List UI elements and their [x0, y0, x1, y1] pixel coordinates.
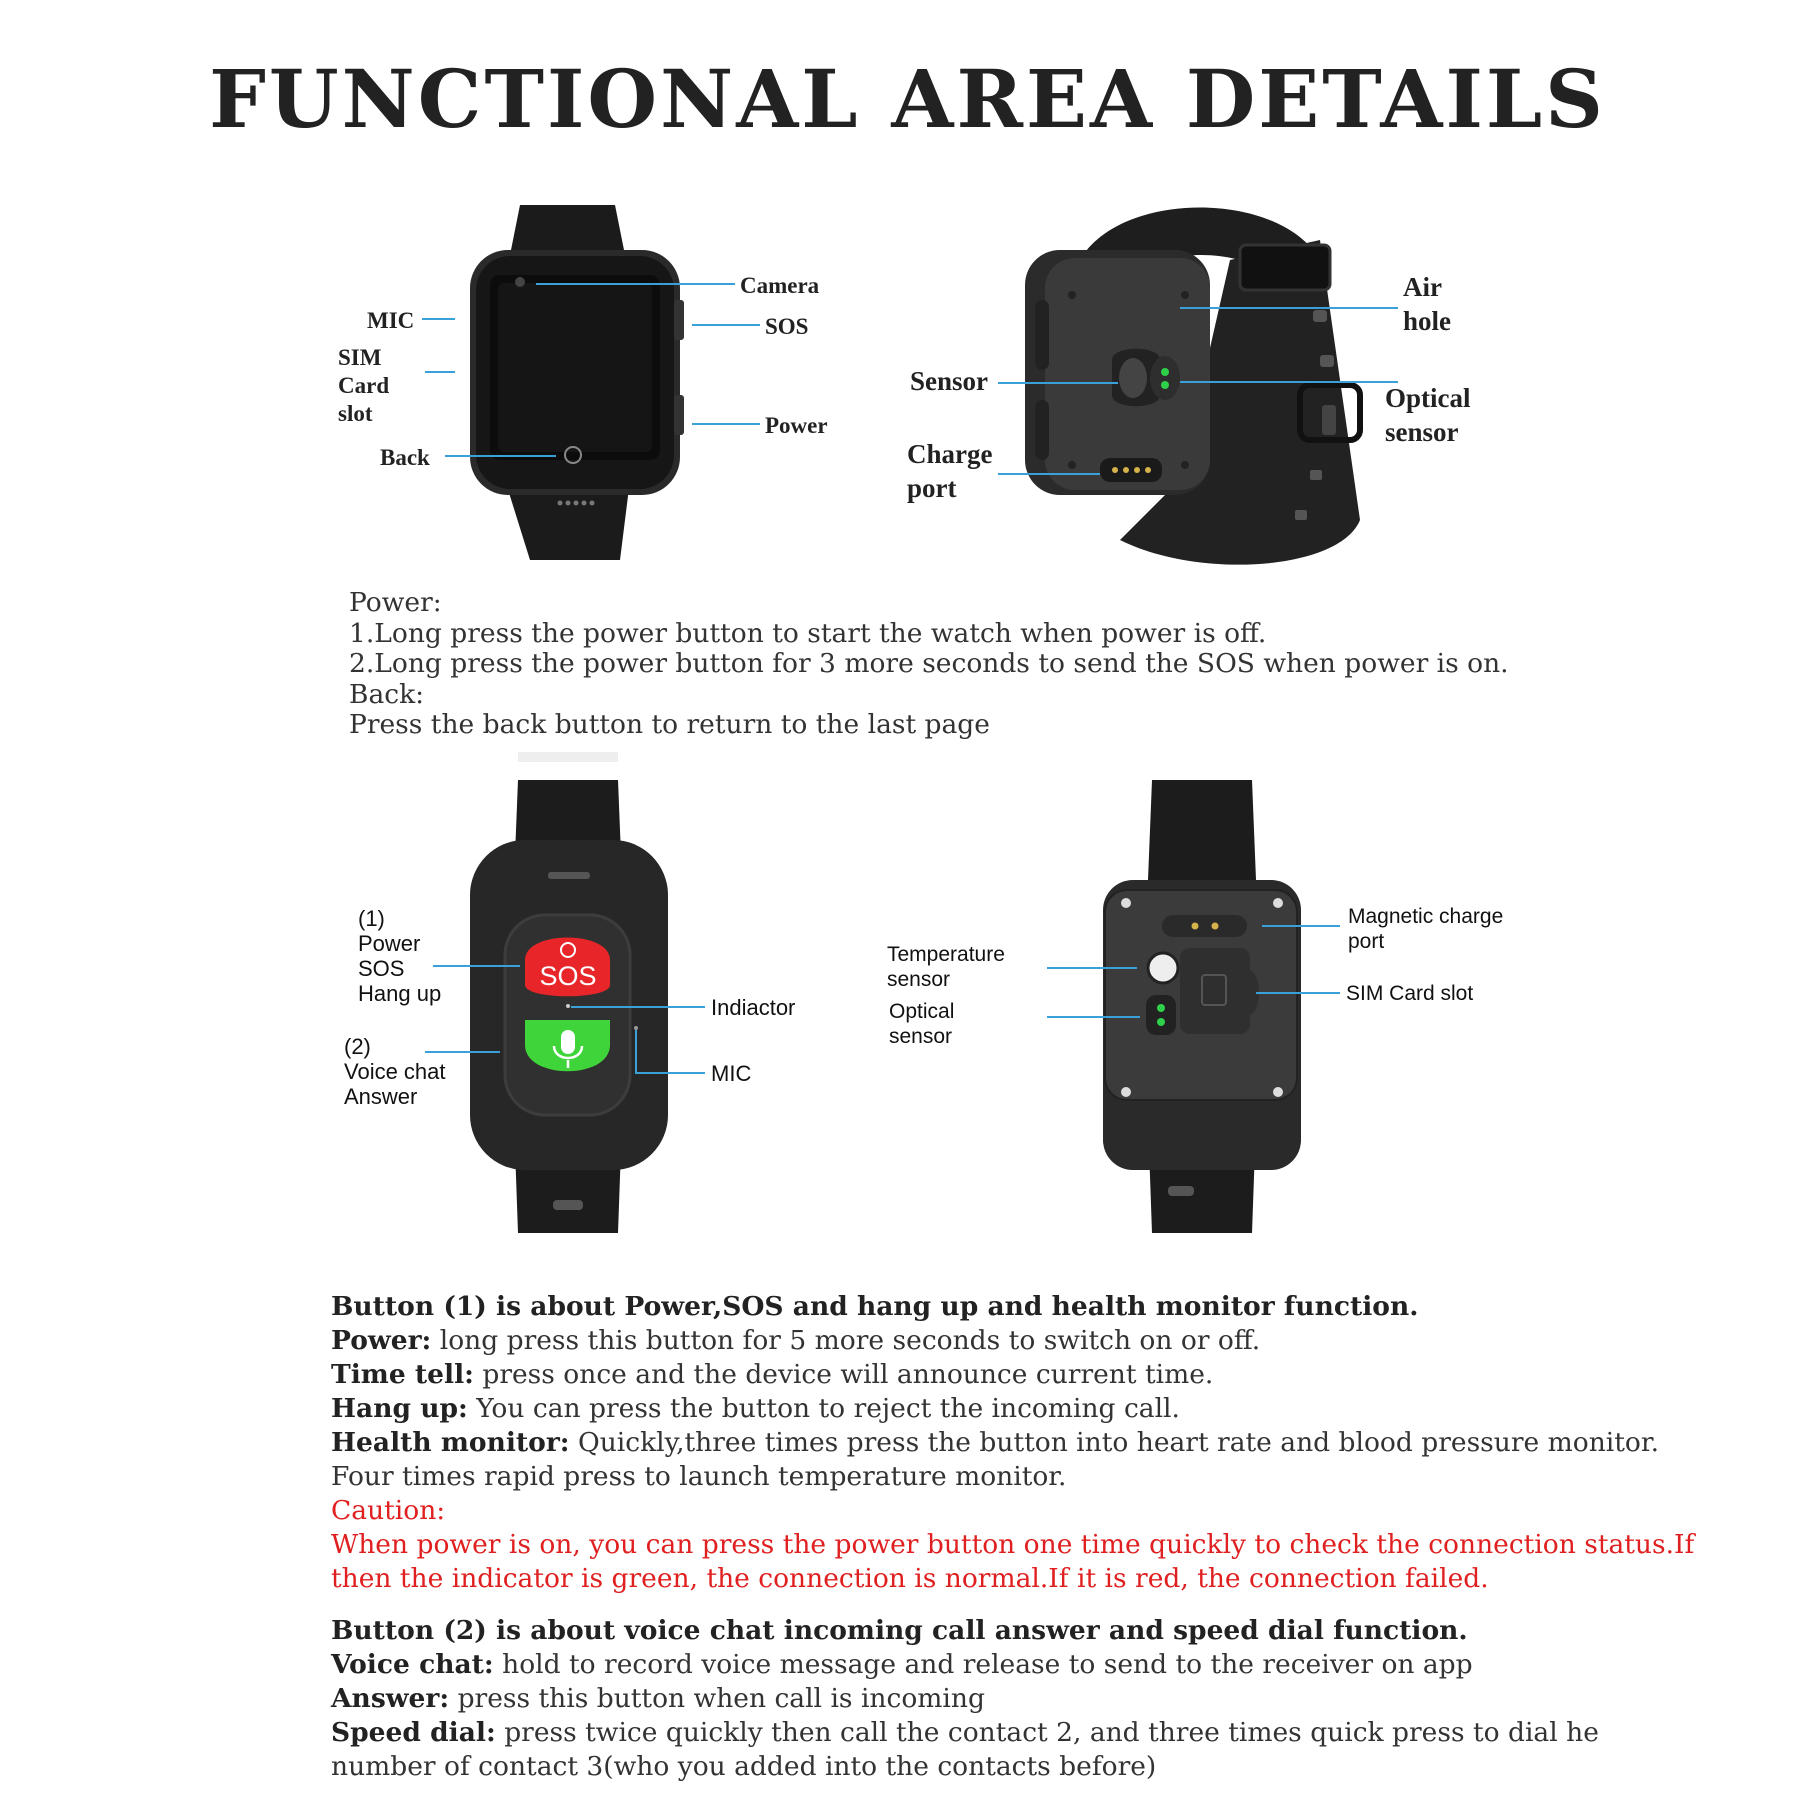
button-instructions: [331, 1290, 1701, 1784]
optical-sensor-label-b2: sensor: [889, 1025, 953, 1048]
time-tell-desc: press once and the device will announce current time.: [473, 1359, 1214, 1390]
button1-number: (1): [358, 906, 385, 931]
watch-back-figure: [907, 208, 1471, 565]
button1-sos: SOS: [358, 956, 405, 981]
optical-sensor: [1146, 995, 1176, 1035]
magnetic-charge-label-1: Magnetic charge: [1348, 905, 1504, 928]
answer-desc: press this button when call is incoming: [449, 1683, 985, 1714]
sim-card-tray: [1180, 948, 1250, 1034]
power-label: Power: [765, 413, 828, 438]
power-desc: long press this button for 5 more seconds to switch on or off.: [431, 1325, 1261, 1356]
sos-label: SOS: [765, 314, 809, 339]
watch-front-figure: [338, 205, 828, 560]
button-watch-figure: [344, 752, 795, 1233]
hang-up-desc: You can press the button to reject the incoming call.: [467, 1393, 1180, 1424]
button1-hang-up: Hang up: [358, 981, 442, 1006]
sim-card-label-2: Card: [338, 373, 390, 398]
page-title: FUNCTIONAL AREA DETAILS: [209, 52, 1606, 146]
magnetic-charge-label-2: port: [1348, 930, 1385, 953]
optical-sensor-label-1: Optical: [1385, 383, 1471, 413]
optical-sensor-label-2: sensor: [1385, 417, 1459, 447]
mic-label: MIC: [367, 308, 415, 333]
caution-text: When power is on, you can press the power button one time quickly to check the connection status.If then the indicator is green, the connection is normal.If it is red, the connection failed.: [331, 1529, 1695, 1594]
sim-card-label-1: SIM: [338, 345, 382, 370]
time-tell-term: Time tell:: [331, 1359, 474, 1390]
power-heading: Power:: [349, 587, 442, 618]
back-heading: Back:: [349, 678, 425, 710]
button2-answer: Answer: [344, 1084, 418, 1109]
back-label: Back: [380, 445, 430, 470]
hang-up-term: Hang up:: [331, 1393, 468, 1424]
mic-icon: [561, 1030, 575, 1054]
air-hole-label-1: Air: [1403, 272, 1442, 302]
power-step-2: 2.Long press the power button for 3 more seconds to send the SOS when power is on.: [349, 648, 1509, 679]
indicator-label: Indiactor: [711, 995, 796, 1020]
camera-label: Camera: [740, 273, 820, 298]
button2-voice-chat: Voice chat: [344, 1059, 446, 1084]
button2-heading: Button (2) is about voice chat incoming call answer and speed dial function.: [331, 1615, 1468, 1646]
button1-heading: Button (1) is about Power,SOS and hang up and health monitor function.: [331, 1291, 1419, 1322]
mic-label-2: MIC: [711, 1061, 752, 1086]
sim-card-slot-label: SIM Card slot: [1346, 982, 1474, 1005]
power-step-1: 1.Long press the power button to start the watch when power is off.: [349, 617, 1267, 649]
optical-sensor-label-b1: Optical: [889, 1000, 955, 1023]
temperature-sensor-label-1: Temperature: [887, 943, 1005, 966]
power-back-instructions: [349, 588, 1509, 741]
caution-heading: Caution:: [331, 1495, 446, 1526]
answer-term: Answer:: [331, 1683, 450, 1714]
speed-dial-desc: press twice quickly then call the contact 2, and three times quick press to dial he number of contact 3(who you added into the contacts before): [331, 1717, 1599, 1782]
back-step: Press the back button to return to the last page: [349, 709, 990, 740]
button1-power: Power: [358, 931, 421, 956]
speed-dial-term: Speed dial:: [331, 1717, 496, 1748]
voice-chat-desc: hold to record voice message and release to send to the receiver on app: [493, 1649, 1473, 1680]
temperature-sensor: [1148, 953, 1178, 983]
camera-lens: [515, 277, 525, 287]
air-hole-label-2: hole: [1403, 306, 1452, 336]
health-monitor-desc: Quickly,three times press the button into heart rate and blood pressure monitor. Four times rapid press to launch temperature monitor.: [331, 1427, 1660, 1492]
sos-button-text: SOS: [539, 961, 597, 991]
sim-card-label-3: slot: [338, 401, 373, 426]
health-monitor-term: Health monitor:: [331, 1427, 570, 1458]
indicator-dot: [566, 1004, 570, 1008]
voice-chat-term: Voice chat:: [331, 1649, 494, 1680]
button2-number: (2): [344, 1034, 371, 1059]
temperature-sensor-label-2: sensor: [887, 968, 951, 991]
charge-port-label-2: port: [907, 473, 957, 503]
sensor-label: Sensor: [910, 366, 989, 396]
power-term: Power:: [331, 1325, 432, 1356]
button-watch-back-figure: [887, 780, 1503, 1233]
magnetic-port: [1162, 915, 1247, 937]
charge-port-label-1: Charge: [907, 439, 993, 469]
